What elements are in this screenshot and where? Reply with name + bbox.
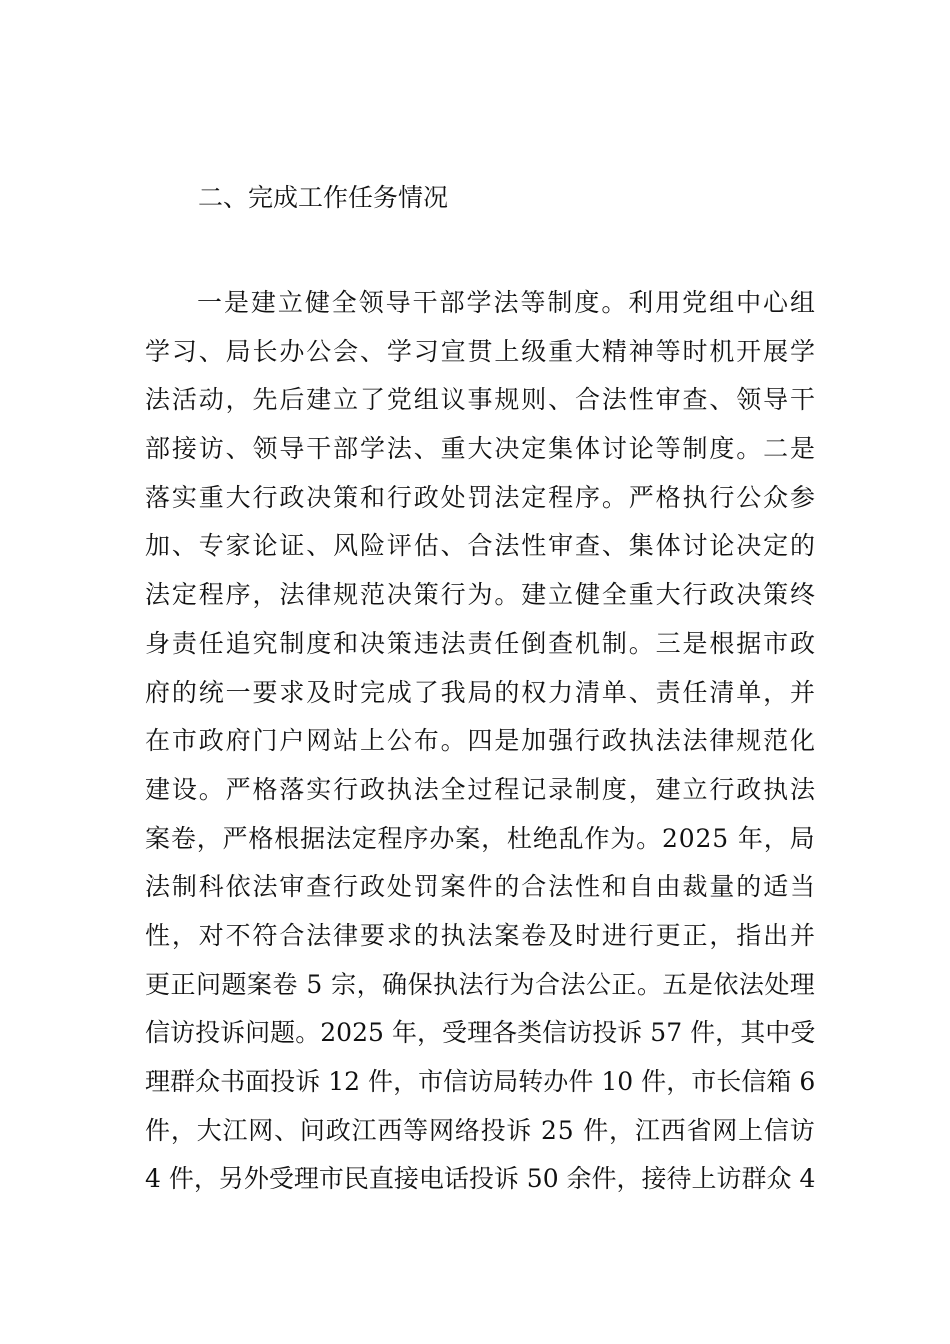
body-paragraph: [145, 279, 815, 1204]
paragraph-line-text: 信访投诉问题。2025 年，受理各类信访投诉 57 件，其中受: [145, 1018, 816, 1048]
paragraph-line: [145, 815, 815, 864]
paragraph-line: [145, 912, 815, 961]
paragraph-line: [145, 766, 815, 815]
paragraph-line-text: 部接访、领导干部学法、重大决定集体讨论等制度。二是: [145, 434, 817, 464]
paragraph-line: [145, 425, 815, 474]
paragraph-line-text: 更正问题案卷 5 宗，确保执法行为合法公正。五是依法处理: [145, 969, 816, 999]
paragraph-line-text: 建设。严格落实行政执法全过程记录制度，建立行政执法: [145, 774, 817, 804]
paragraph-line: [145, 717, 815, 766]
paragraph-line-text: 加、专家论证、风险评估、合法性审查、集体讨论决定的: [145, 531, 817, 561]
paragraph-line-text: 件，大江网、问政江西等网络投诉 25 件，江西省网上信访: [145, 1115, 816, 1145]
paragraph-line-text: 在市政府门户网站上公布。四是加强行政执法法律规范化: [145, 726, 817, 756]
paragraph-line: [145, 1155, 815, 1204]
paragraph-line-text: 学习、局长办公会、学习宣贯上级重大精神等时机开展学: [145, 336, 817, 366]
section-heading: 二、完成工作任务情况: [198, 183, 449, 212]
paragraph-line: [145, 376, 815, 425]
paragraph-line: [145, 961, 815, 1010]
paragraph-line-text: 一是建立健全领导干部学法等制度。利用党组中心组: [197, 288, 817, 317]
paragraph-line-text: 身责任追究制度和决策违法责任倒查机制。三是根据市政: [145, 628, 817, 658]
paragraph-line-text: 府的统一要求及时完成了我局的权力清单、责任清单，并: [145, 677, 817, 707]
paragraph-line-text: 4 件，另外受理市民直接电话投诉 50 余件，接待上访群众 4: [145, 1164, 816, 1194]
paragraph-line-text: 案卷，严格根据法定程序办案，杜绝乱作为。2025 年，局: [145, 823, 816, 853]
paragraph-line-text: 法定程序，法律规范决策行为。建立健全重大行政决策终: [145, 580, 817, 610]
paragraph-line: [145, 1107, 815, 1156]
paragraph-line: [145, 669, 815, 718]
paragraph-line: [145, 474, 815, 523]
paragraph-line-text: 法活动，先后建立了党组议事规则、合法性审查、领导干: [145, 385, 817, 415]
paragraph-line-text: 法制科依法审查行政处罚案件的合法性和自由裁量的适当: [145, 872, 817, 902]
paragraph-line: [145, 522, 815, 571]
paragraph-line: [145, 571, 815, 620]
paragraph-line-text: 性，对不符合法律要求的执法案卷及时进行更正，指出并: [145, 920, 817, 950]
paragraph-line: [145, 620, 815, 669]
paragraph-line: [145, 1058, 815, 1107]
paragraph-line-text: 落实重大行政决策和行政处罚法定程序。严格执行公众参: [145, 482, 817, 512]
paragraph-line: [145, 863, 815, 912]
paragraph-line-text: 理群众书面投诉 12 件，市信访局转办件 10 件，市长信箱 6: [145, 1067, 816, 1096]
paragraph-line: [145, 1009, 815, 1058]
paragraph-line: [145, 328, 815, 377]
paragraph-line: [145, 279, 815, 328]
